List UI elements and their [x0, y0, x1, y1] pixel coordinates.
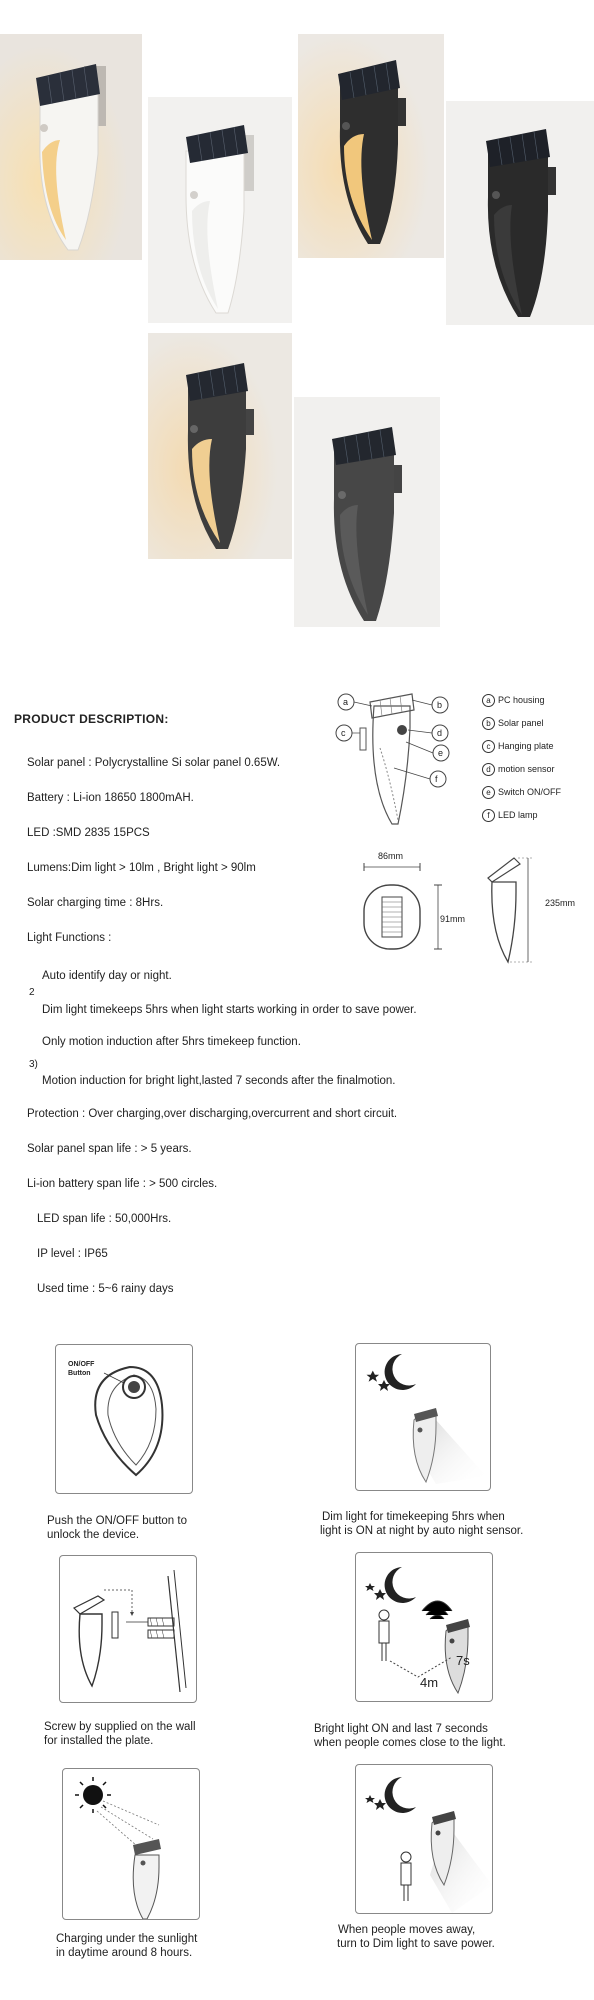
legend-text: Switch ON/OFF: [498, 787, 562, 797]
caption-line: light is ON at night by auto night sensor.: [320, 1525, 524, 1537]
legend-item: [482, 694, 545, 707]
step-panel-onoff: [55, 1344, 193, 1494]
spec-solar-panel: Solar panel : Polycrystalline Si solar panel 0.65W.: [27, 757, 281, 769]
marker-f: f: [435, 774, 438, 784]
spec-charging-time: Solar charging time : 8Hrs.: [27, 897, 164, 909]
marker-e: e: [438, 748, 444, 758]
onoff-label-2: Button: [68, 1370, 91, 1377]
caption-line: when people comes close to the light.: [314, 1737, 506, 1749]
spec-function-3: Motion induction for bright light,lasted 7 seconds after the finalmotion.: [42, 1075, 396, 1087]
exploded-diagram: [332, 688, 452, 838]
duration-label: 7s: [456, 1653, 470, 1668]
legend-text: Hanging plate: [498, 741, 554, 751]
step-panel-bright-light: [355, 1552, 493, 1702]
photo-black-off: [446, 101, 594, 325]
caption-line: in daytime around 8 hours.: [56, 1947, 193, 1959]
legend-text: PC housing: [498, 695, 545, 705]
front-view-diagram: [358, 855, 468, 960]
legend-text: LED lamp: [498, 810, 538, 820]
caption-people-away: [337, 1923, 495, 1951]
legend-mark: a: [482, 694, 495, 707]
step-panel-dim-light: [355, 1343, 491, 1491]
legend-item: [482, 809, 538, 822]
legend-item: [482, 717, 544, 730]
legend-mark: d: [482, 763, 495, 776]
spec-function-3-num: 3): [29, 1059, 38, 1070]
caption-line: Push the ON/OFF button to: [47, 1515, 187, 1527]
caption-push-button: [47, 1514, 187, 1542]
legend-item: [482, 740, 554, 753]
legend-mark: c: [482, 740, 495, 753]
dimension-depth: 91mm: [440, 914, 466, 924]
spec-function-2-num: 2: [29, 987, 35, 998]
spec-light-functions: Light Functions :: [27, 932, 112, 944]
marker-a: a: [343, 697, 349, 707]
spec-function-1: Auto identify day or night.: [42, 970, 172, 982]
spec-led-span: LED span life : 50,000Hrs.: [37, 1213, 172, 1225]
step-panel-charging: [62, 1768, 200, 1920]
side-view-diagram: [480, 848, 550, 966]
caption-line: for installed the plate.: [44, 1735, 154, 1747]
spec-protection: Protection : Over charging,over discharging,overcurrent and short circuit.: [27, 1108, 398, 1120]
legend-item: [482, 763, 555, 776]
dimension-height: 235mm: [545, 898, 576, 908]
photo-white-off: [148, 97, 292, 323]
caption-line: Charging under the sunlight: [56, 1933, 198, 1945]
spec-function-2b: Only motion induction after 5hrs timekeep function.: [42, 1036, 301, 1048]
spec-used-time: Used time : 5~6 rainy days: [37, 1283, 174, 1295]
spec-lumens: Lumens:Dim light > 10lm , Bright light > 90lm: [27, 862, 256, 874]
photo-black-warm: [298, 34, 444, 258]
caption-screw: [44, 1720, 196, 1748]
spec-ip-level: IP level : IP65: [37, 1248, 108, 1260]
caption-dim-light: [322, 1510, 523, 1538]
marker-c: c: [341, 728, 346, 738]
spec-battery: Battery : Li-ion 18650 1800mAH.: [27, 792, 194, 804]
page-title: PRODUCT DESCRIPTION:: [14, 712, 169, 726]
caption-line: When people moves away,: [338, 1924, 476, 1936]
step-panel-screw: [59, 1555, 197, 1703]
spec-battery-span: Li-ion battery span life : > 500 circles.: [27, 1178, 218, 1190]
photo-grey-off: [294, 397, 440, 627]
legend-mark: e: [482, 786, 495, 799]
caption-line: Dim light for timekeeping 5hrs when: [322, 1511, 505, 1523]
caption-bright-light: [314, 1722, 506, 1750]
step-panel-people-away: [355, 1764, 493, 1914]
caption-line: Bright light ON and last 7 seconds: [314, 1723, 488, 1735]
caption-line: Screw by supplied on the wall: [44, 1721, 196, 1733]
spec-solar-span: Solar panel span life : > 5 years.: [27, 1143, 192, 1155]
distance-label: 4m: [420, 1675, 439, 1690]
legend-mark: f: [482, 809, 495, 822]
caption-line: turn to Dim light to save power.: [337, 1938, 495, 1950]
marker-b: b: [437, 700, 443, 710]
dimension-width: 86mm: [378, 851, 404, 861]
onoff-label-1: ON/OFF: [68, 1361, 95, 1368]
legend-mark: b: [482, 717, 495, 730]
spec-led: LED :SMD 2835 15PCS: [27, 827, 150, 839]
caption-charging: [56, 1932, 197, 1960]
photo-white-warm: [0, 34, 142, 260]
legend-text: Solar panel: [498, 718, 544, 728]
spec-function-2: Dim light timekeeps 5hrs when light starts working in order to save power.: [42, 1004, 417, 1016]
legend-item: [482, 786, 561, 799]
photo-grey-warm: [148, 333, 292, 559]
legend-text: motion sensor: [498, 764, 555, 774]
marker-d: d: [437, 728, 443, 738]
caption-line: unlock the device.: [47, 1529, 140, 1541]
